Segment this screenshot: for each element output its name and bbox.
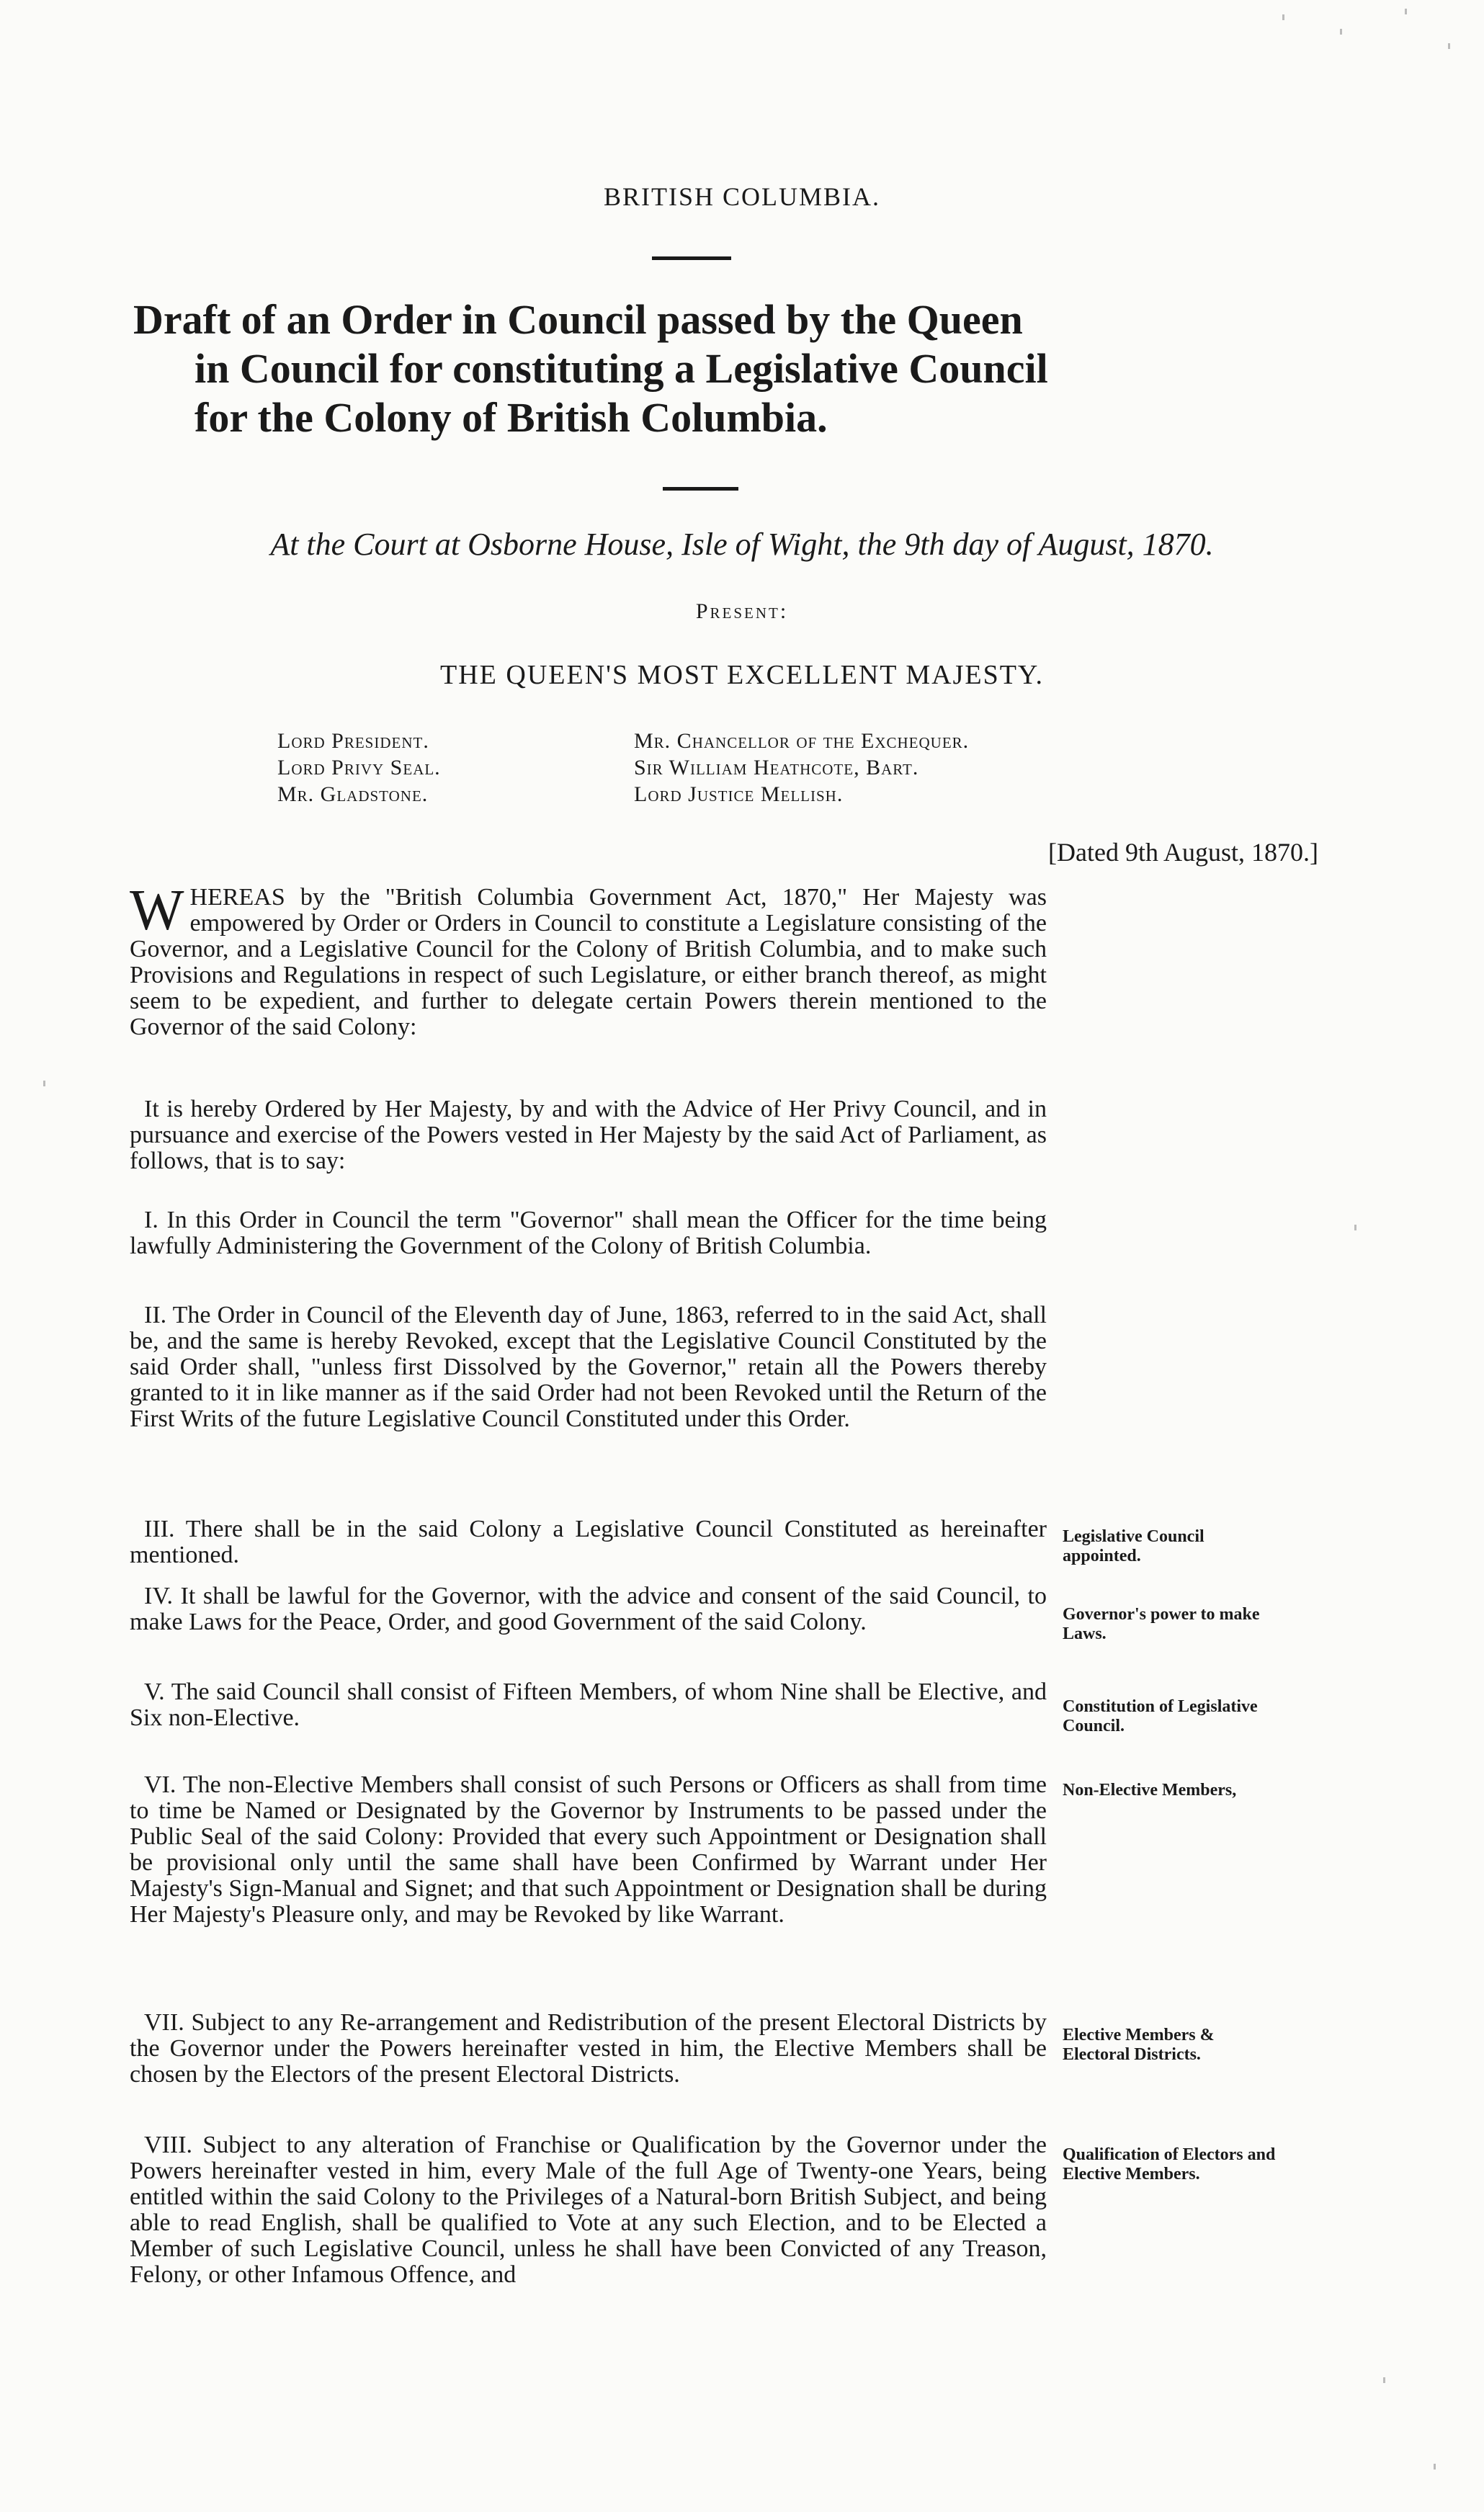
paragraph-text: VIII. Subject to any alteration of Franchise or Qualification by the Governor under the Powers hereinafter vested in him, every Male of the full Age of Twenty-one Years, being entitled within the said Colony to the Privileges of a Natural-born British Subject, and being able to read English, shall be qualified to Vote at any such Election, and to be Elected a Member of such Legislative Council, unless he shall have been Convicted of any Treason, Felony, or other Infamous Offence, and (130, 2132, 1047, 2288)
lords-right-column (634, 728, 1253, 808)
majesty-line: THE QUEEN'S MOST EXCELLENT MAJESTY. (440, 660, 1044, 690)
court-line: At the Court at Osborne House, Isle of Wight, the 9th day of August, 1870. (270, 527, 1214, 562)
side-note: Non-Elective Members, (1063, 1781, 1237, 1800)
lord-entry: Mr. Chancellor of the Exchequer. (634, 729, 970, 753)
title-line-1: Draft of an Order in Council passed by the Queen (133, 296, 1023, 343)
lord-entry: Sir William Heathcote, Bart. (634, 756, 919, 779)
paragraph-text: IV. It shall be lawful for the Governor, with the advice and consent of the said Council, to make Laws for the Peace, Order, and good Government of the said Colony. (130, 1583, 1047, 1635)
clause-3 (130, 1516, 1047, 1568)
paragraph-text: VII. Subject to any Re-arrangement and Redistribution of the present Electoral Districts by the Governor under the Powers hereinafter vested in him, the Elective Members shall be chosen by the Electors of the present Electoral Districts. (130, 2009, 1047, 2088)
divider-rule (652, 256, 731, 260)
paragraph-text: V. The said Council shall consist of Fifteen Members, of whom Nine shall be Elective, and Six non-Elective. (130, 1679, 1047, 1731)
clause-1 (130, 1207, 1047, 1259)
scan-speckle (1340, 29, 1342, 35)
drop-cap: W (130, 879, 184, 942)
side-note: Qualification of Electors and Elective Members. (1063, 2145, 1276, 2184)
dated-line: [Dated 9th August, 1870.] (1048, 838, 1318, 867)
clause-5 (130, 1679, 1047, 1731)
scan-speckle (1383, 2377, 1385, 2383)
preamble-paragraph (130, 879, 1047, 1040)
side-note: Legislative Council appointed. (1063, 1527, 1204, 1565)
paragraph-text: It is hereby Ordered by Her Majesty, by and with the Advice of Her Privy Council, and in pursuance and exercise of the Powers vested in Her Majesty by the said Act of Parliament, as follows, that is to say: (130, 1096, 1047, 1174)
divider-rule (663, 487, 738, 491)
paragraph-text: HEREAS by the "British Columbia Government Act, 1870," Her Majesty was empowered by Order or Orders in Council to constitute a Legislature consisting of the Governor, and a Legislative Council for the Colony of British Columbia, and to make such Provisions and Regulations in respect of such Legislature, or either branch thereof, as might seem to be expedient, and further to delegate certain Powers therein mentioned to the Governor of the said Colony: (130, 884, 1047, 1040)
side-note: Governor's power to make Laws. (1063, 1605, 1260, 1643)
scan-speckle (43, 1081, 45, 1086)
scan-speckle (1448, 43, 1450, 49)
paragraph-text: VI. The non-Elective Members shall consist of such Persons or Officers as shall from time to time be Named or Designated by the Governor by Instruments to be passed under the Public Seal of the said Colony: Provided that every such Appointment or Designation shall be provisional only until the same shall have been Confirmed by Warrant under Her Majesty's Sign-Manual and Signet; and that such Appointment or Designation shall be during Her Majesty's Pleasure only, and may be Revoked by like Warrant. (130, 1771, 1047, 1928)
clause-2 (130, 1302, 1047, 1432)
lord-entry: Lord President. (277, 729, 429, 753)
lords-left-column (277, 728, 609, 808)
clause-8 (130, 2132, 1047, 2288)
lord-entry: Lord Privy Seal. (277, 756, 441, 779)
clause-6 (130, 1772, 1047, 1928)
side-note: Elective Members & Electoral Districts. (1063, 2026, 1215, 2064)
running-head: BRITISH COLUMBIA. (603, 182, 880, 211)
scan-speckle (1354, 1225, 1356, 1230)
scan-speckle (1434, 2464, 1436, 2469)
paragraph-text: I. In this Order in Council the term "Governor" shall mean the Officer for the time being lawfully Administering the Government of the Colony of British Columbia. (130, 1207, 1047, 1259)
paragraph-text: III. There shall be in the said Colony a Legislative Council Constituted as hereinafter mentioned. (130, 1516, 1047, 1568)
clause-7 (130, 2010, 1047, 2088)
paragraph-text: II. The Order in Council of the Eleventh day of June, 1863, referred to in the said Act, shall be, and the same is hereby Revoked, except that the Legislative Council Constituted by the said Order shall, "unless first Dissolved by the Governor," retain all the Powers thereby granted to it in like manner as if the said Order had not been Revoked until the Return of the First Writs of the future Legislative Council Constituted under this Order. (130, 1302, 1047, 1432)
lord-entry: Mr. Gladstone. (277, 782, 429, 806)
title-line-2: in Council for constituting a Legislative Council (195, 345, 1048, 392)
ordering-paragraph (130, 1096, 1047, 1174)
clause-4 (130, 1583, 1047, 1635)
scan-speckle (1282, 14, 1284, 20)
lord-entry: Lord Justice Mellish. (634, 782, 844, 806)
scan-speckle (1405, 9, 1407, 14)
side-note: Constitution of Legislative Council. (1063, 1697, 1258, 1735)
present-label: Present: (695, 599, 789, 623)
title-line-3: for the Colony of British Columbia. (195, 394, 828, 441)
document-title (133, 295, 1300, 442)
